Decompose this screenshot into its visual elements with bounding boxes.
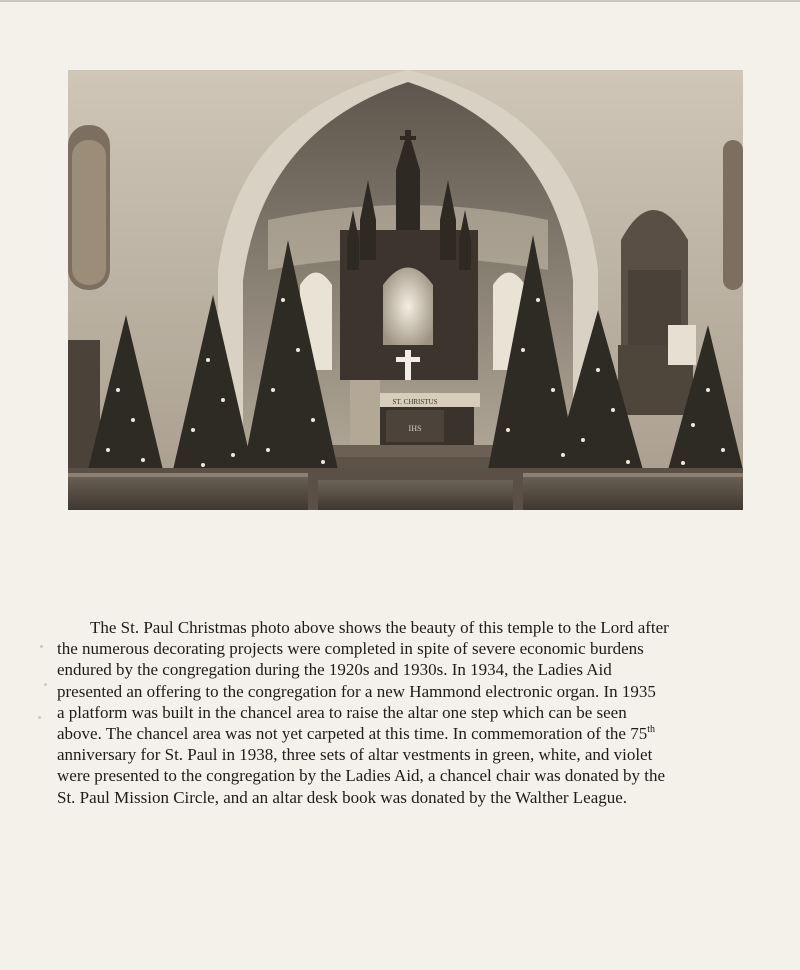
paragraph-line: anniversary for St. Paul in 1938, three sets of altar vestments in green, white, and violet [57, 745, 653, 765]
paragraph-line: a platform was built in the chancel area to raise the altar one step which can be seen [57, 702, 627, 722]
paragraph-line: endured by the congregation during the 1920s and 1930s. In 1934, the Ladies Aid [57, 660, 612, 680]
altar-cross [405, 350, 411, 380]
scan-edge-line [0, 0, 800, 2]
pew-center [318, 480, 513, 510]
pew-left [68, 473, 308, 510]
church-christmas-photo [68, 70, 743, 510]
paragraph-line: St. Paul Mission Circle, and an altar desk book was donated by the Walther League. [57, 787, 628, 807]
altar-monogram: IHS [408, 424, 422, 433]
paragraph-line [57, 723, 747, 744]
paragraph-line: the numerous decorating projects were completed in spite of severe economic burdens [57, 639, 644, 659]
right-mural [723, 140, 743, 290]
paragraph-line: were presented to the congregation by the Ladies Aid, a chancel chair was donated by the [57, 766, 665, 786]
paragraph-line: The St. Paul Christmas photo above shows the beauty of this temple to the Lord after [90, 618, 669, 637]
history-paragraph [57, 617, 747, 808]
paragraph-line-text: above. The chancel area was not yet carpeted at this time. In commemoration of the 75 [57, 724, 648, 744]
altar-inscription: ST. CHRISTUS [392, 398, 438, 406]
pew-right [523, 473, 743, 510]
paragraph-line: presented an offering to the congregation for a new Hammond electronic organ. In 1935 [57, 681, 656, 701]
ordinal-superscript: th [647, 724, 655, 736]
altar-painting [383, 268, 433, 346]
